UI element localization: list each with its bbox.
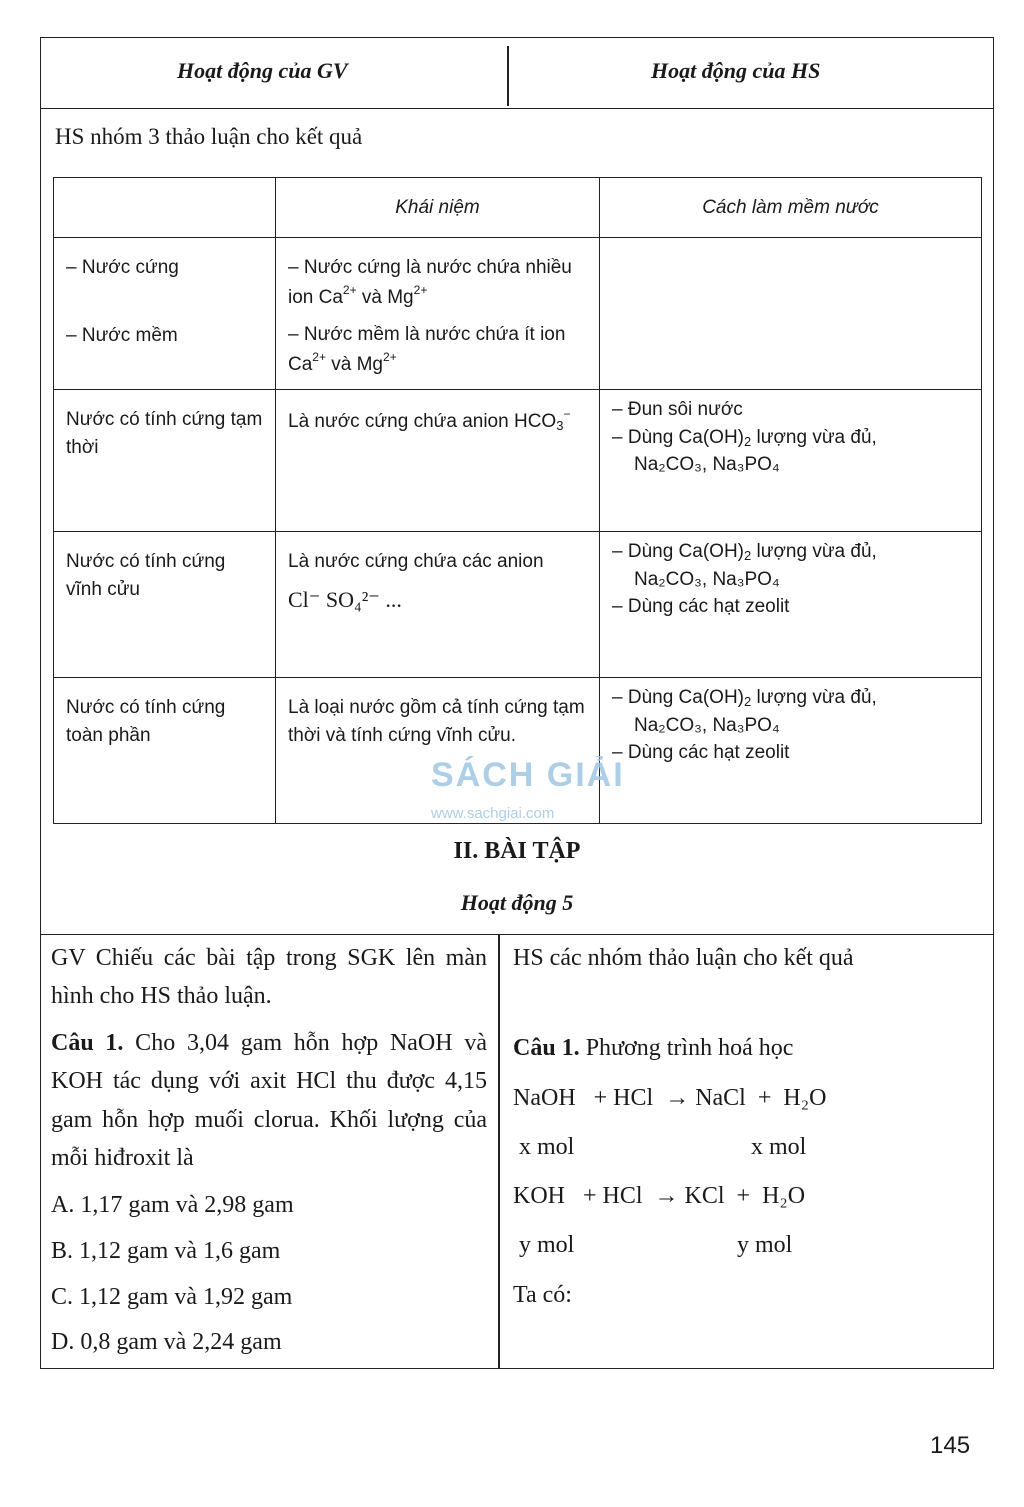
- mol-left: y mol: [519, 1232, 575, 1259]
- table-row: [54, 238, 982, 390]
- permanent-definition: Là nước cứng chứa các anion: [288, 551, 544, 572]
- equation-naoh: NaOH + HCl → NaCl + H₂O: [513, 1084, 827, 1111]
- student-column: [513, 939, 983, 1320]
- row1-method: [600, 238, 982, 390]
- exercise-section: [41, 934, 993, 1369]
- page-number: 145: [930, 1432, 971, 1459]
- method-caoh2: [612, 424, 969, 452]
- method-salts: Na₂CO₃, Na₃PO₄: [634, 568, 780, 590]
- ion-charge: 2+: [342, 282, 357, 297]
- equation-koh: KOH + HCl → KCl + H₂O: [513, 1183, 806, 1210]
- row4-term: Nước có tính cứng toàn phần: [54, 678, 276, 824]
- header-empty-cell: [54, 178, 276, 238]
- header-divider: [507, 46, 509, 106]
- answer-label: Câu 1.: [513, 1035, 580, 1062]
- def-text: – Nước cứng là nước chứa nhiều ion Ca: [288, 257, 572, 308]
- term-soft-water: – Nước mềm: [66, 324, 178, 346]
- method-text: – Dùng Ca(OH): [612, 687, 744, 708]
- method-salts: Na₂CO₃, Na₃PO₄: [634, 714, 780, 736]
- option-b: B. 1,12 gam và 1,6 gam: [51, 1237, 281, 1264]
- def-text: và Mg: [325, 353, 384, 375]
- watermark-url: www.sachgiai.com: [431, 805, 555, 822]
- subscript: 3: [556, 418, 564, 433]
- equations: [513, 1074, 983, 1320]
- term-hard-water: – Nước cứng: [66, 257, 179, 278]
- watermark-brand: SÁCH GIẢI: [431, 756, 625, 794]
- method-zeolite: – Dùng các hạt zeolit: [612, 742, 790, 764]
- method-text: lượng vừa đủ,: [751, 687, 877, 708]
- row2-concept: [276, 390, 600, 532]
- header-concept: Khái niệm: [276, 178, 600, 238]
- mol-right: x mol: [751, 1133, 807, 1160]
- column-divider: [498, 935, 500, 1369]
- header-teacher: Hoạt động của GV: [177, 58, 348, 83]
- intro-text: HS nhóm 3 thảo luận cho kết quả: [55, 124, 363, 149]
- header-student: Hoạt động của HS: [651, 58, 821, 83]
- method-zeolite: – Dùng các hạt zeolit: [612, 596, 790, 618]
- student-instruction: HS các nhóm thảo luận cho kết quả: [513, 945, 854, 971]
- method-text: – Dùng Ca(OH): [612, 426, 744, 448]
- mol-left: x mol: [519, 1133, 575, 1160]
- method-text: lượng vừa đủ,: [751, 426, 877, 448]
- subscript: 2: [744, 548, 752, 563]
- row3-concept: [276, 532, 600, 678]
- hard-water-table: [53, 177, 982, 824]
- page-frame: [40, 37, 994, 1369]
- answer-options: [51, 1183, 487, 1365]
- teacher-instruction: GV Chiếu các bài tập trong SGK lên màn hình cho HS thảo luận.: [51, 945, 487, 1010]
- method-salts: Na₂CO₃, Na₃PO₄: [634, 454, 780, 476]
- teacher-column: [51, 939, 487, 1366]
- method-caoh2: [612, 684, 969, 712]
- option-d: D. 0,8 gam và 2,24 gam: [51, 1329, 282, 1356]
- row1-concept: [276, 238, 600, 390]
- answer-1: [513, 1029, 983, 1067]
- soft-water-definition: [288, 321, 587, 378]
- ta-co: Ta có:: [513, 1281, 572, 1308]
- option-a: A. 1,17 gam và 2,98 gam: [51, 1192, 294, 1219]
- option-c: C. 1,12 gam và 1,92 gam: [51, 1283, 293, 1310]
- method-text: lượng vừa đủ,: [751, 541, 877, 562]
- row2-method: [600, 390, 982, 532]
- ion-charge: 2+: [413, 282, 428, 297]
- method-text: – Dùng Ca(OH): [612, 541, 744, 562]
- question-1: [51, 1024, 487, 1178]
- section-title: II. BÀI TẬP: [453, 838, 581, 864]
- ion-charge: 2+: [312, 349, 326, 364]
- subscript: 2: [744, 433, 752, 449]
- question-label: Câu 1.: [51, 1029, 124, 1056]
- subscript: 2: [744, 694, 752, 709]
- question-text: Cho 3,04 gam hỗn hợp NaOH và KOH tác dụng với axit HCl thu được 4,15 gam hỗn hợp muối clorua. Khối lượng của mỗi hiđroxit là: [51, 1029, 487, 1171]
- ion-charge: −: [563, 407, 571, 421]
- mol-row: [513, 1123, 983, 1172]
- row3-method: [600, 532, 982, 678]
- row1-term: [54, 238, 276, 390]
- method-boil: – Đun sôi nước: [612, 399, 743, 420]
- hard-water-definition: [288, 254, 587, 311]
- table-row: [54, 678, 982, 824]
- def-text: và Mg: [356, 286, 414, 308]
- def-text: Là nước cứng chứa anion HCO: [288, 411, 557, 432]
- header-method: Cách làm mềm nước: [600, 178, 982, 238]
- anion-list: Cl⁻ SO₄²⁻ ...: [288, 586, 402, 612]
- row4-method: [600, 678, 982, 824]
- table-row: [54, 532, 982, 678]
- method-caoh2: [612, 538, 969, 566]
- row3-term: Nước có tính cứng vĩnh cửu: [54, 532, 276, 678]
- table-header-row: [54, 178, 982, 238]
- activity-header: [41, 38, 993, 109]
- row4-concept: Là loại nước gồm cả tính cứng tạm thời và tính cứng vĩnh cửu.: [276, 678, 600, 824]
- def-text: – Nước mềm là nước chứa ít ion Ca: [288, 324, 566, 375]
- activity-title: Hoạt động 5: [460, 890, 574, 915]
- answer-text: Phương trình hoá học: [579, 1035, 794, 1062]
- table-row: [54, 390, 982, 532]
- mol-row: [513, 1221, 983, 1270]
- ion-charge: 2+: [383, 349, 397, 364]
- row2-term: Nước có tính cứng tạm thời: [54, 390, 276, 532]
- mol-right: y mol: [737, 1232, 793, 1259]
